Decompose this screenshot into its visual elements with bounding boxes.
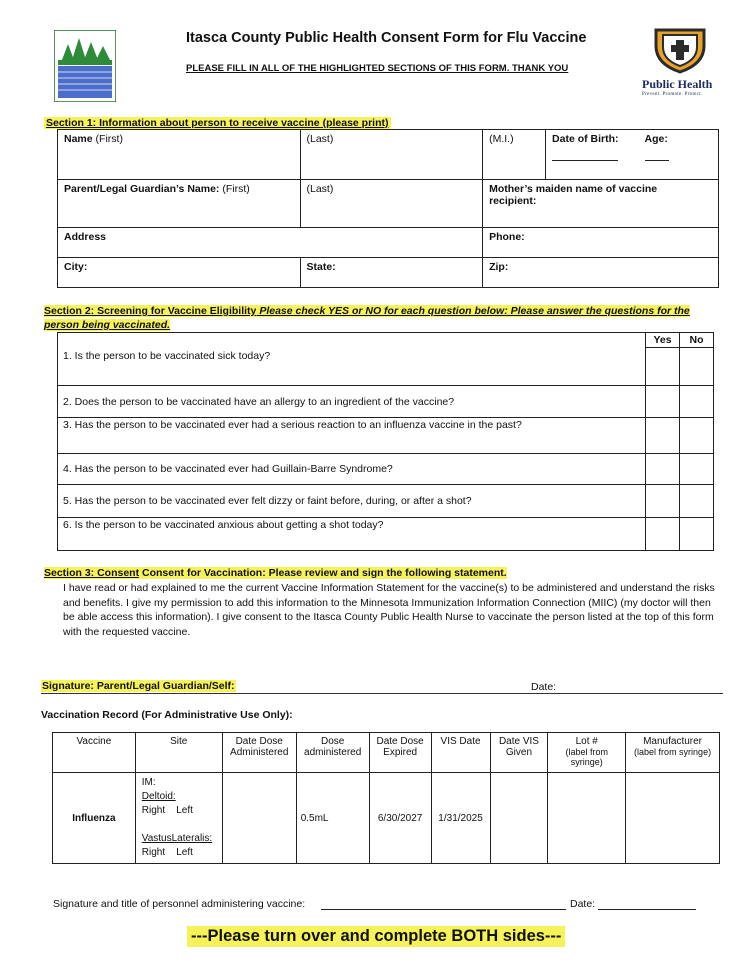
mothers-maiden-name-field[interactable] [483,180,719,228]
consent-statement: I have read or had explained to me the current Vaccine Information Statement for the vaccine(s) to be administered and understand the risks and benefits. I give my permission to add this information to the Minnesota Immunization Information Connection (MIIC) (my doctor will then be able access this information). I give consent to the Itasca County Public Health Nurse to vaccinate the person listed at the top of this form with the requested vaccine. [63,582,715,638]
screening-question: 5. Has the person to be vaccinated ever felt dizzy or faint before, during, or after a shot? [58,485,646,518]
lot-header-sub: (label from syringe) [565,747,608,767]
no-column-header: No [680,333,714,348]
signature-date-label: Date: [531,681,557,693]
screening-question: 4. Has the person to be vaccinated ever had Guillain-Barre Syndrome? [58,454,646,485]
recipient-info-table [57,129,719,288]
q4-yes-checkbox[interactable] [646,454,680,485]
first-name-field[interactable] [58,130,301,180]
manufacturer-cell[interactable] [626,773,720,864]
deltoid-sides[interactable]: Right Left [141,805,193,816]
vis-given-cell[interactable] [490,773,548,864]
date-of-birth-label: Date of Birth: [552,133,619,145]
dose-cell: 0.5mL [296,773,369,864]
personnel-signature-line[interactable] [321,909,566,910]
first-name-label: Name [64,133,93,145]
form-title: Itasca County Public Health Consent Form for Flu Vaccine [186,30,587,46]
age-label: Age: [644,133,668,145]
guardian-last-label: (Last) [306,183,334,195]
guardian-first-suffix: (First) [222,183,250,195]
section3-heading [44,567,507,579]
city-label: City: [64,261,88,273]
guardian-last-name-field[interactable] [300,180,483,228]
turn-over-banner: ---Please turn over and complete BOTH sides--- [187,926,565,947]
state-label: State: [306,261,336,273]
screening-table [57,332,714,551]
form-subtitle: PLEASE FILL IN ALL OF THE HIGHLIGHTED SECTIONS OF THIS FORM. THANK YOU [186,63,569,74]
deltoid-label: Deltoid: [141,791,176,802]
phone-label: Phone: [489,231,525,243]
vaccine-header: Vaccine [53,733,136,773]
phone-field[interactable] [483,228,719,258]
signature-line[interactable] [41,693,723,694]
q1-yes-checkbox[interactable] [646,348,680,386]
public-health-logo-tagline: Prevent. Promote. Protect. [642,92,703,97]
date-expired-header: Date Dose Expired [369,733,431,773]
site-header: Site [135,733,222,773]
date-administered-header: Date Dose Administered [222,733,296,773]
screening-question: 3. Has the person to be vaccinated ever had a serious reaction to an influenza vaccine in the past? [58,418,646,454]
site-cell [135,773,222,864]
middle-initial-field[interactable] [483,130,546,180]
q1-no-checkbox[interactable] [680,348,714,386]
screening-question: 2. Does the person to be vaccinated have an allergy to an ingredient of the vaccine? [58,386,646,418]
date-expired-cell: 6/30/2027 [369,773,431,864]
guardian-name-label: Parent/Legal Guardian’s Name: [64,183,220,195]
last-name-field[interactable] [300,130,483,180]
vis-date-cell: 1/31/2025 [431,773,490,864]
dose-header: Dose administered [296,733,369,773]
section3-heading-title: Section 3: Consent [44,567,140,579]
itasca-county-logo [54,30,116,102]
personnel-signature-label: Signature and title of personnel administering vaccine: [53,898,306,910]
lot-header-label: Lot # [575,736,598,747]
personnel-date-line[interactable] [598,909,696,910]
vaccination-record-table [52,732,720,864]
vaccine-cell: Influenza [53,773,136,864]
vastus-sides[interactable]: Right Left [141,847,193,858]
manufacturer-header-label: Manufacturer [643,736,703,747]
lot-cell[interactable] [548,773,626,864]
q4-no-checkbox[interactable] [680,454,714,485]
q2-yes-checkbox[interactable] [646,386,680,418]
date-administered-cell[interactable] [222,773,296,864]
q6-no-checkbox[interactable] [680,518,714,551]
first-name-paren: (First) [95,133,123,145]
public-health-logo-text: Public Health [642,77,713,91]
mothers-maiden-name-label: Mother’s maiden name of vaccine recipient: [489,183,658,207]
city-field[interactable] [58,258,301,288]
date-of-birth-field[interactable] [546,130,639,180]
middle-initial-label: (M.I.) [489,133,514,145]
q5-yes-checkbox[interactable] [646,485,680,518]
record-title: Vaccination Record (For Administrative Use Only): [41,709,293,721]
screening-question: 6. Is the person to be vaccinated anxious about getting a shot today? [58,518,646,551]
q3-no-checkbox[interactable] [680,418,714,454]
section3-heading-instructions: Consent for Vaccination: Please review and sign the following statement. [139,567,507,579]
section1-heading: Section 1: Information about person to receive vaccine (please print) [46,117,389,129]
shield-icon [650,24,710,74]
state-field[interactable] [300,258,483,288]
last-name-label: (Last) [306,133,334,145]
zip-label: Zip: [489,261,509,273]
vis-given-header: Date VIS Given [490,733,548,773]
manufacturer-header [626,733,720,773]
lot-header [548,733,626,773]
yes-column-header: Yes [646,333,680,348]
zip-field[interactable] [483,258,719,288]
q6-yes-checkbox[interactable] [646,518,680,551]
public-health-logo [642,24,722,97]
section2-heading [44,304,724,332]
q3-yes-checkbox[interactable] [646,418,680,454]
q5-no-checkbox[interactable] [680,485,714,518]
age-field[interactable] [639,130,719,180]
screening-question: 1. Is the person to be vaccinated sick today? [58,348,646,386]
im-label: IM: [141,777,156,788]
address-field[interactable] [58,228,483,258]
vis-date-header: VIS Date [431,733,490,773]
manufacturer-header-sub: (label from syringe) [634,747,712,757]
date-of-birth-line [552,160,618,161]
section2-heading-instructions: Please check YES or NO for each question below: Please answer the questions for the person being vaccinated. [44,305,690,331]
q2-no-checkbox[interactable] [680,386,714,418]
age-line [645,160,669,161]
vastus-lateralis-label: VastusLateralis: [141,833,213,844]
section2-heading-title: Section 2: Screening for Vaccine Eligibility [44,305,257,317]
signature-label: Signature: Parent/Legal Guardian/Self: [42,680,235,692]
guardian-first-name-field[interactable] [58,180,301,228]
address-label: Address [64,231,107,243]
personnel-date-label: Date: [570,898,596,910]
